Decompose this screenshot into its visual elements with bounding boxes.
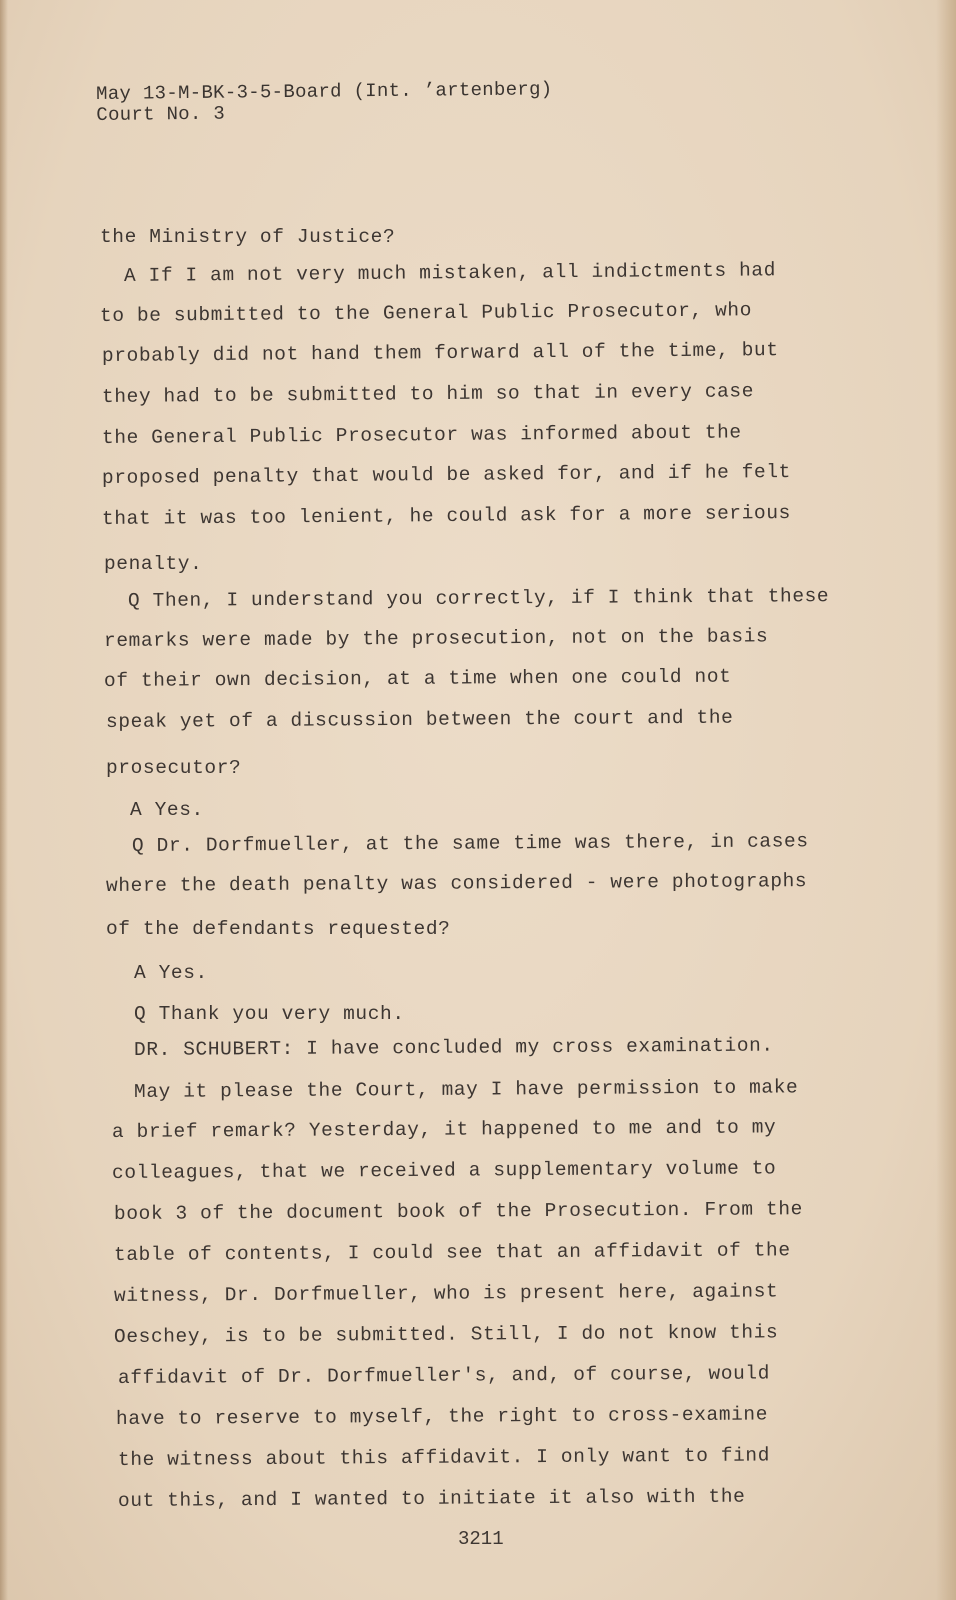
text-line: speak yet of a discussion between the court and the — [105, 706, 734, 733]
text-line: to be submitted to the General Public Prosecutor, who — [99, 299, 753, 327]
text-line: have to reserve to myself, the right to cross-examine — [115, 1403, 769, 1430]
text-line: book 3 of the document book of the Prosecution. From the — [113, 1198, 803, 1225]
text-line: proposed penalty that would be asked for, and if he felt — [101, 460, 791, 489]
text-line: out this, and I wanted to initiate it also with the — [117, 1485, 746, 1512]
text-line: the witness about this affidavit. I only want to find — [117, 1444, 771, 1471]
page-edge-right — [936, 0, 956, 1600]
text-line: Q Then, I understand you correctly, if I think that these — [127, 585, 830, 612]
text-line: May it please the Court, may I have permission to make — [133, 1076, 799, 1103]
page-number: 3211 — [458, 1528, 504, 1550]
text-line: the Ministry of Justice? — [100, 226, 396, 248]
text-line: the General Public Prosecutor was informed about the — [101, 421, 742, 449]
text-line: where the death penalty was considered - were photographs — [105, 870, 808, 897]
text-line: probably did not hand them forward all of the time, but — [101, 339, 779, 367]
text-line: a brief remark? Yesterday, it happened to me and to my — [111, 1116, 777, 1143]
page-edge-left — [0, 0, 8, 1600]
header-court: Court No. 3 — [96, 102, 226, 126]
text-line: table of contents, I could see that an affidavit of the — [113, 1239, 791, 1266]
text-line: Oeschey, is to be submitted. Still, I do not know this — [113, 1321, 779, 1348]
text-line: colleagues, that we received a supplementary volume to — [111, 1157, 777, 1184]
text-line: DR. SCHUBERT: I have concluded my cross examination. — [133, 1034, 774, 1061]
header-reference: May 13-M-BK-3-5-Board (Int. ’artenberg) — [95, 78, 553, 105]
text-line: remarks were made by the prosecution, not on the basis — [103, 625, 769, 652]
text-line: that it was too lenient, he could ask for a more serious — [101, 501, 791, 530]
text-line: Q Thank you very much. — [134, 1003, 405, 1025]
text-line: witness, Dr. Dorfmueller, who is present here, against — [113, 1280, 779, 1307]
text-line: A If I am not very much mistaken, all indictments had — [123, 259, 777, 287]
text-line: A Yes. — [134, 962, 208, 984]
text-line: prosecutor? — [106, 757, 242, 779]
text-line: A Yes. — [130, 799, 204, 821]
text-line: Q Dr. Dorfmueller, at the same time was there, in cases — [131, 830, 809, 857]
text-line: of the defendants requested? — [106, 918, 451, 940]
document-header — [96, 79, 553, 126]
text-line: of their own decision, at a time when one could not — [103, 665, 732, 692]
text-line: they had to be submitted to him so that in every case — [101, 380, 755, 408]
text-line: affidavit of Dr. Dorfmueller's, and, of course, would — [117, 1362, 771, 1389]
text-line: penalty. — [104, 553, 203, 575]
